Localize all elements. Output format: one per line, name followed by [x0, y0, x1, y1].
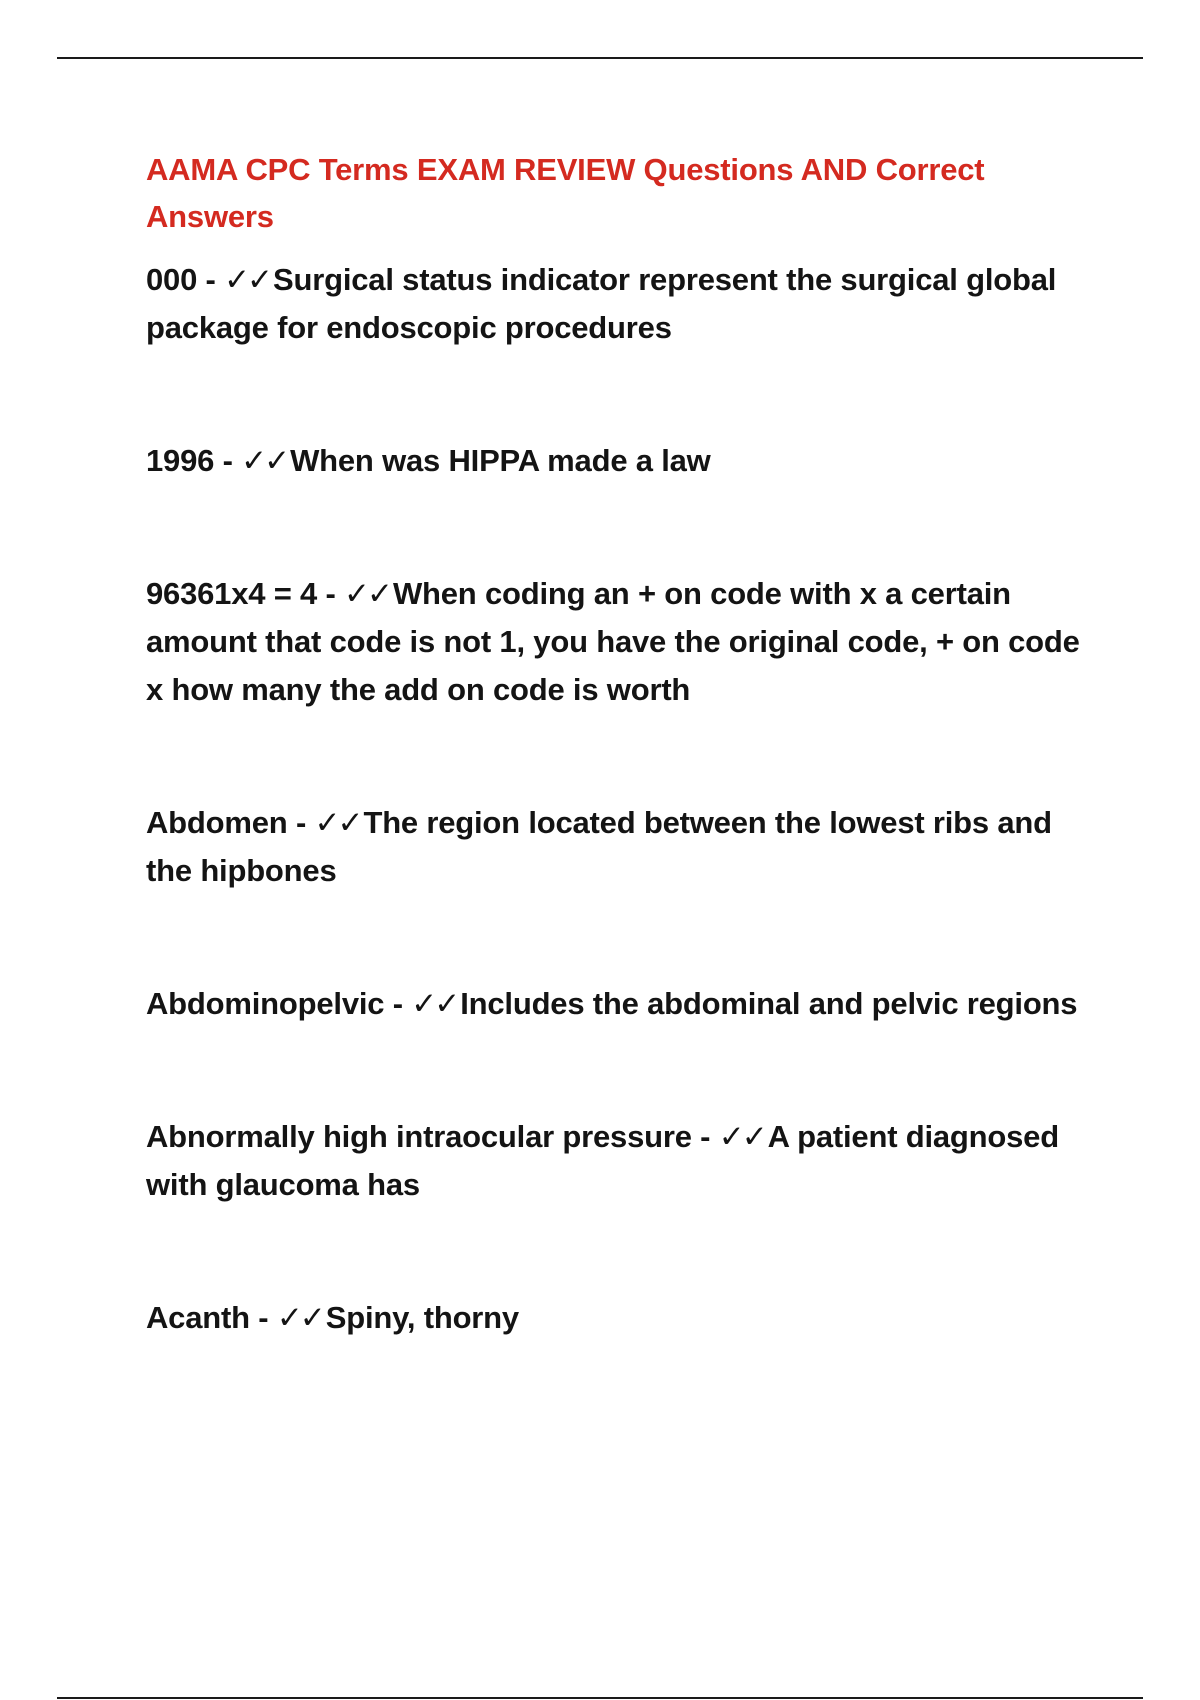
- entry-term: Abdomen: [146, 805, 288, 840]
- double-check-icon: ✓✓: [276, 1300, 323, 1336]
- entry-term: Abnormally high intraocular pressure: [146, 1119, 692, 1154]
- entry-definition: Surgical status indicator represent the surgical global package for endoscopic procedures: [146, 262, 1057, 345]
- bottom-rule: [57, 1697, 1143, 1699]
- entry-separator: -: [214, 443, 242, 478]
- entry-separator: -: [317, 576, 345, 611]
- entry-definition: When was HIPPA made a law: [290, 443, 711, 478]
- entry-abnormally-high-intraocular-pressure: [146, 1113, 1096, 1209]
- entry-separator: -: [249, 1300, 277, 1335]
- entry-1996: [146, 437, 1096, 485]
- entry-definition: When coding an + on code with x a certain amount that code is not 1, you have the original code, + on code x how many the add on code is worth: [146, 576, 1080, 707]
- double-check-icon: ✓✓: [411, 986, 458, 1022]
- entry-definition: A patient diagnosed with glaucoma has: [146, 1119, 1059, 1202]
- top-rule: [57, 57, 1143, 59]
- entry-96361x4: [146, 570, 1096, 714]
- document-title: AAMA CPC Terms EXAM REVIEW Questions AND Correct Answers: [146, 152, 985, 234]
- entry-term: Acanth: [146, 1300, 250, 1335]
- entry-separator: -: [384, 986, 412, 1021]
- entry-separator: -: [287, 805, 315, 840]
- entry-abdominopelvic: [146, 980, 1096, 1028]
- entry-term: 000: [146, 262, 198, 297]
- double-check-icon: ✓✓: [718, 1119, 765, 1155]
- double-check-icon: ✓✓: [241, 443, 288, 479]
- entry-acanth: [146, 1294, 1096, 1342]
- entry-separator: -: [691, 1119, 719, 1154]
- entry-separator: -: [197, 262, 225, 297]
- entry-term: Abdominopelvic: [146, 986, 385, 1021]
- entry-definition: Spiny, thorny: [325, 1300, 519, 1335]
- entry-000: [146, 256, 1096, 352]
- entry-abdomen: [146, 799, 1096, 895]
- double-check-icon: ✓✓: [314, 805, 361, 841]
- entry-term: 96361x4 = 4: [146, 576, 318, 611]
- entry-term: 1996: [146, 443, 215, 478]
- double-check-icon: ✓✓: [224, 262, 271, 298]
- document-body: [146, 146, 1096, 1342]
- entry-definition: Includes the abdominal and pelvic regions: [460, 986, 1078, 1021]
- entry-definition: The region located between the lowest ribs and the hipbones: [146, 805, 1052, 888]
- double-check-icon: ✓✓: [344, 576, 390, 612]
